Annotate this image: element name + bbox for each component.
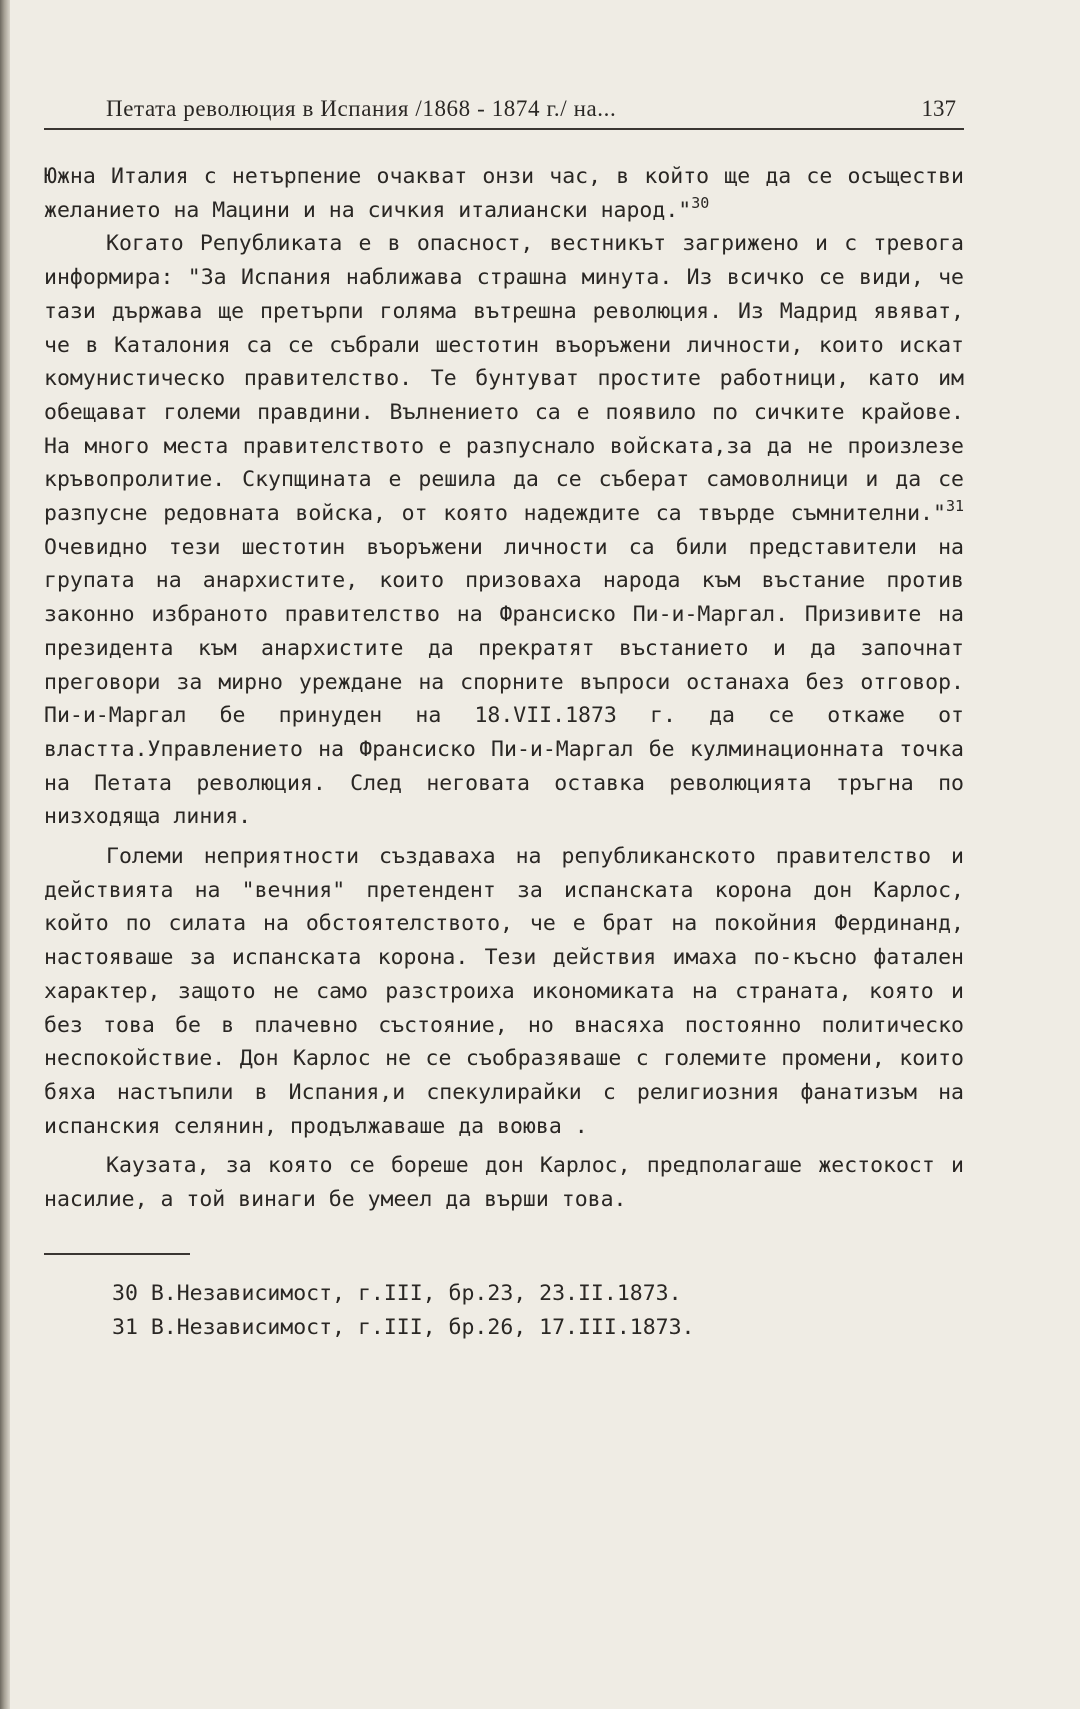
paragraph-text: Големи неприятности създаваха на републиканското правителство и действията на "вечния" претендент за испанската корона дон Карлос, който по силата на обстоятелството, че е брат на покойния Фердинанд, настояваше за испанската корона. Тези действия имаха по-късно фатален характер, защото не само разстроиха икономиката на страната, която и без това бе в плачевно състояние, но внасяха постоянно политическо неспокойствие. Дон Карлос не се съобразяваше с големите промени, които бяха настъпили в Испания,и спекулирайки с религиозния фанатизъм на испанския селянин, продължаваше да воюва . <box>44 844 964 1139</box>
paragraph <box>44 1149 964 1216</box>
document-page <box>44 92 964 1344</box>
footnote-separator <box>44 1253 190 1255</box>
page-number: 137 <box>921 96 956 121</box>
running-title: Петата революция в Испания /1868 - 1874 г./ на... <box>106 96 617 121</box>
footnote: 31 В.Независимост, г.III, бр.26, 17.III.1873. <box>112 1314 695 1340</box>
body-text <box>44 160 964 1217</box>
page-binding-edge <box>0 0 10 1709</box>
running-header <box>44 92 964 130</box>
paragraph-continued <box>44 160 964 227</box>
footnote-reference: 31 <box>945 497 964 516</box>
footnotes <box>44 1277 964 1344</box>
paragraph-text: Южна Италия с нетърпение очакват онзи час, в който ще да се осъществи желанието на Мацини и на сичкия италиански народ." <box>44 164 964 223</box>
footnote-reference: 30 <box>691 193 710 212</box>
footnote: 30 В.Независимост, г.III, бр.23, 23.II.1873. <box>112 1280 682 1306</box>
paragraph <box>44 227 964 834</box>
paragraph <box>44 840 964 1143</box>
paragraph-text: Каузата, за която се бореше дон Карлос, предполагаше жестокост и насилие, а той винаги бе умеел да върши това. <box>44 1153 964 1213</box>
paragraph-text: Очевидно тези шестотин въоръжени личности са били представители на групата на анархистите, които призоваха народа към въстание против законно избраното правителство на Франсиско Пи-и-Маргал. Призивите на президента към анархистите да прекратят въстанието и да започнат преговори за мирно уреждане на спорните въпроси останаха без отговор. Пи-и-Маргал бе принуден на 18.VII.1873 г. да се откаже от властта.Управлението на Франсиско Пи-и-Маргал бе кулминационната точка на Петата революция. След неговата оставка революцията тръгна по низходяща линия. <box>44 534 964 830</box>
paragraph-text: Когато Републиката е в опасност, вестникът загрижено и с тревога информира: "За Испания наближава страшна минута. Из всичко се види, че тази държава ще претърпи голяма вътрешна революция. Из Мадрид явяват, че в Каталония са се събрали шестотин въоръжени личности, които искат комунистическо правителство. Те бунтуват простите работници, като им обещават големи правдини. Вълнението са е появило по сичките крайове. На много места правителството е разпуснало войската,за да не произлезе кръвопролитие. Скупщината е решила да се съберат самоволници и да се разпусне редовната войска, от която надеждите са твърде съмнителни." <box>44 231 964 527</box>
